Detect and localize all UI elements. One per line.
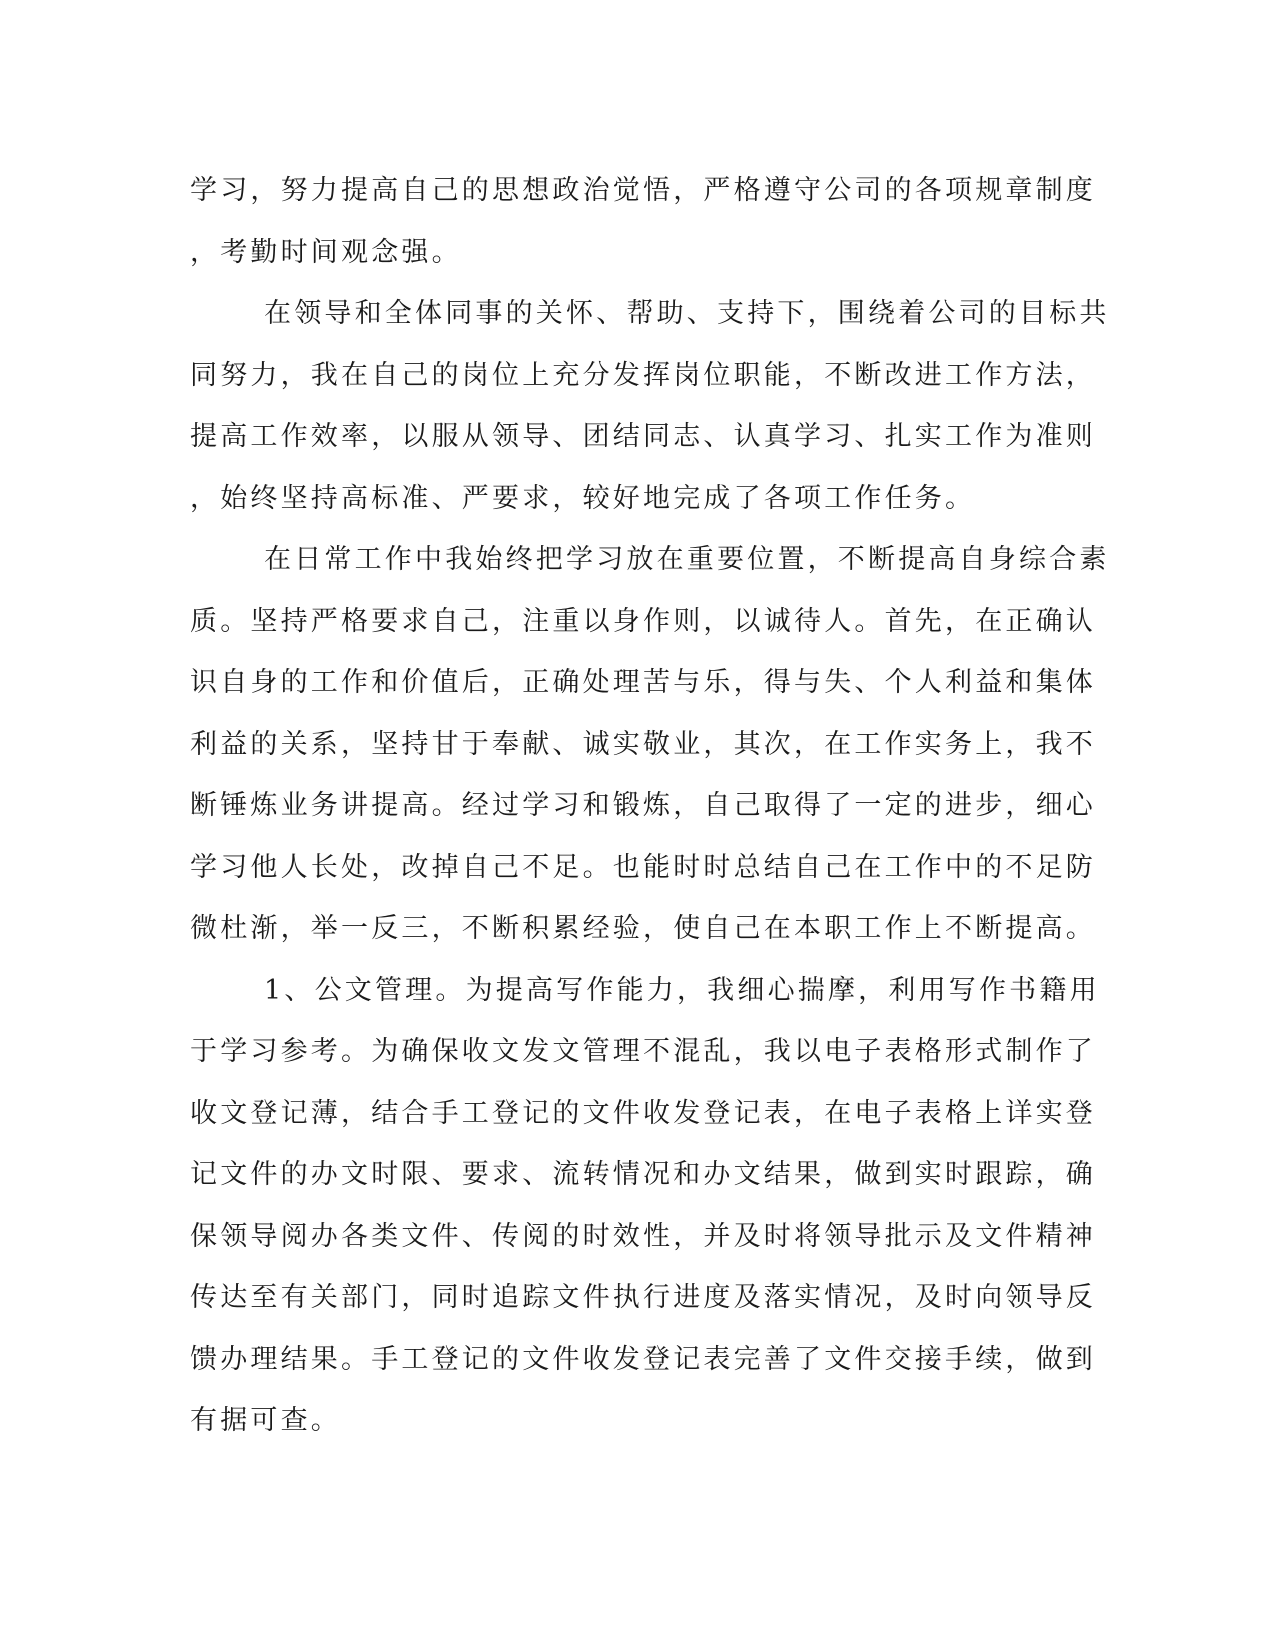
text-line: ，考勤时间观念强。 xyxy=(190,236,462,268)
text-line: 在领导和全体同事的关怀、帮助、支持下，围绕着公司的目标共 xyxy=(264,298,1110,329)
text-line: 学习他人长处，改掉自己不足。也能时时总结自己在工作中的不足防 xyxy=(190,851,1096,883)
text-line: 微杜渐，举一反三，不断积累经验，使自己在本职工作上不断提高。 xyxy=(190,913,1096,944)
text-line: 在日常工作中我始终把学习放在重要位置，不断提高自身综合素 xyxy=(264,544,1110,575)
text-line: 同努力，我在自己的岗位上充分发挥岗位职能，不断改进工作方法， xyxy=(190,359,1096,391)
text-line: 馈办理结果。手工登记的文件收发登记表完善了文件交接手续，做到 xyxy=(190,1343,1096,1375)
text-line: 识自身的工作和价值后，正确处理苦与乐，得与失、个人利益和集体 xyxy=(190,667,1096,698)
text-line: 利益的关系，坚持甘于奉献、诚实敬业，其次，在工作实务上，我不 xyxy=(190,728,1096,760)
text-line: 于学习参考。为确保收文发文管理不混乱，我以电子表格形式制作了 xyxy=(190,1036,1096,1067)
text-line: 传达至有关部门，同时追踪文件执行进度及落实情况，及时向领导反 xyxy=(190,1282,1096,1313)
text-line: 质。坚持严格要求自己，注重以身作则，以诚待人。首先，在正确认 xyxy=(190,605,1096,637)
text-line: 学习，努力提高自己的思想政治觉悟，严格遵守公司的各项规章制度 xyxy=(190,175,1096,206)
text-line: 保领导阅办各类文件、传阅的时效性，并及时将领导批示及文件精神 xyxy=(190,1220,1096,1252)
text-line: 断锤炼业务讲提高。经过学习和锻炼，自己取得了一定的进步，细心 xyxy=(190,790,1096,821)
text-line: 收文登记薄，结合手工登记的文件收发登记表，在电子表格上详实登 xyxy=(190,1097,1096,1129)
text-line: ，始终坚持高标准、严要求，较好地完成了各项工作任务。 xyxy=(190,482,976,514)
text-line: 有据可查。 xyxy=(190,1405,341,1436)
text-line: 记文件的办文时限、要求、流转情况和办文结果，做到实时跟踪，确 xyxy=(190,1159,1096,1190)
text-line: 1、公文管理。为提高写作能力，我细心揣摩，利用写作书籍用 xyxy=(264,974,1100,1006)
text-line: 提高工作效率，以服从领导、团结同志、认真学习、扎实工作为准则 xyxy=(190,421,1096,452)
document-body xyxy=(190,160,1110,1452)
